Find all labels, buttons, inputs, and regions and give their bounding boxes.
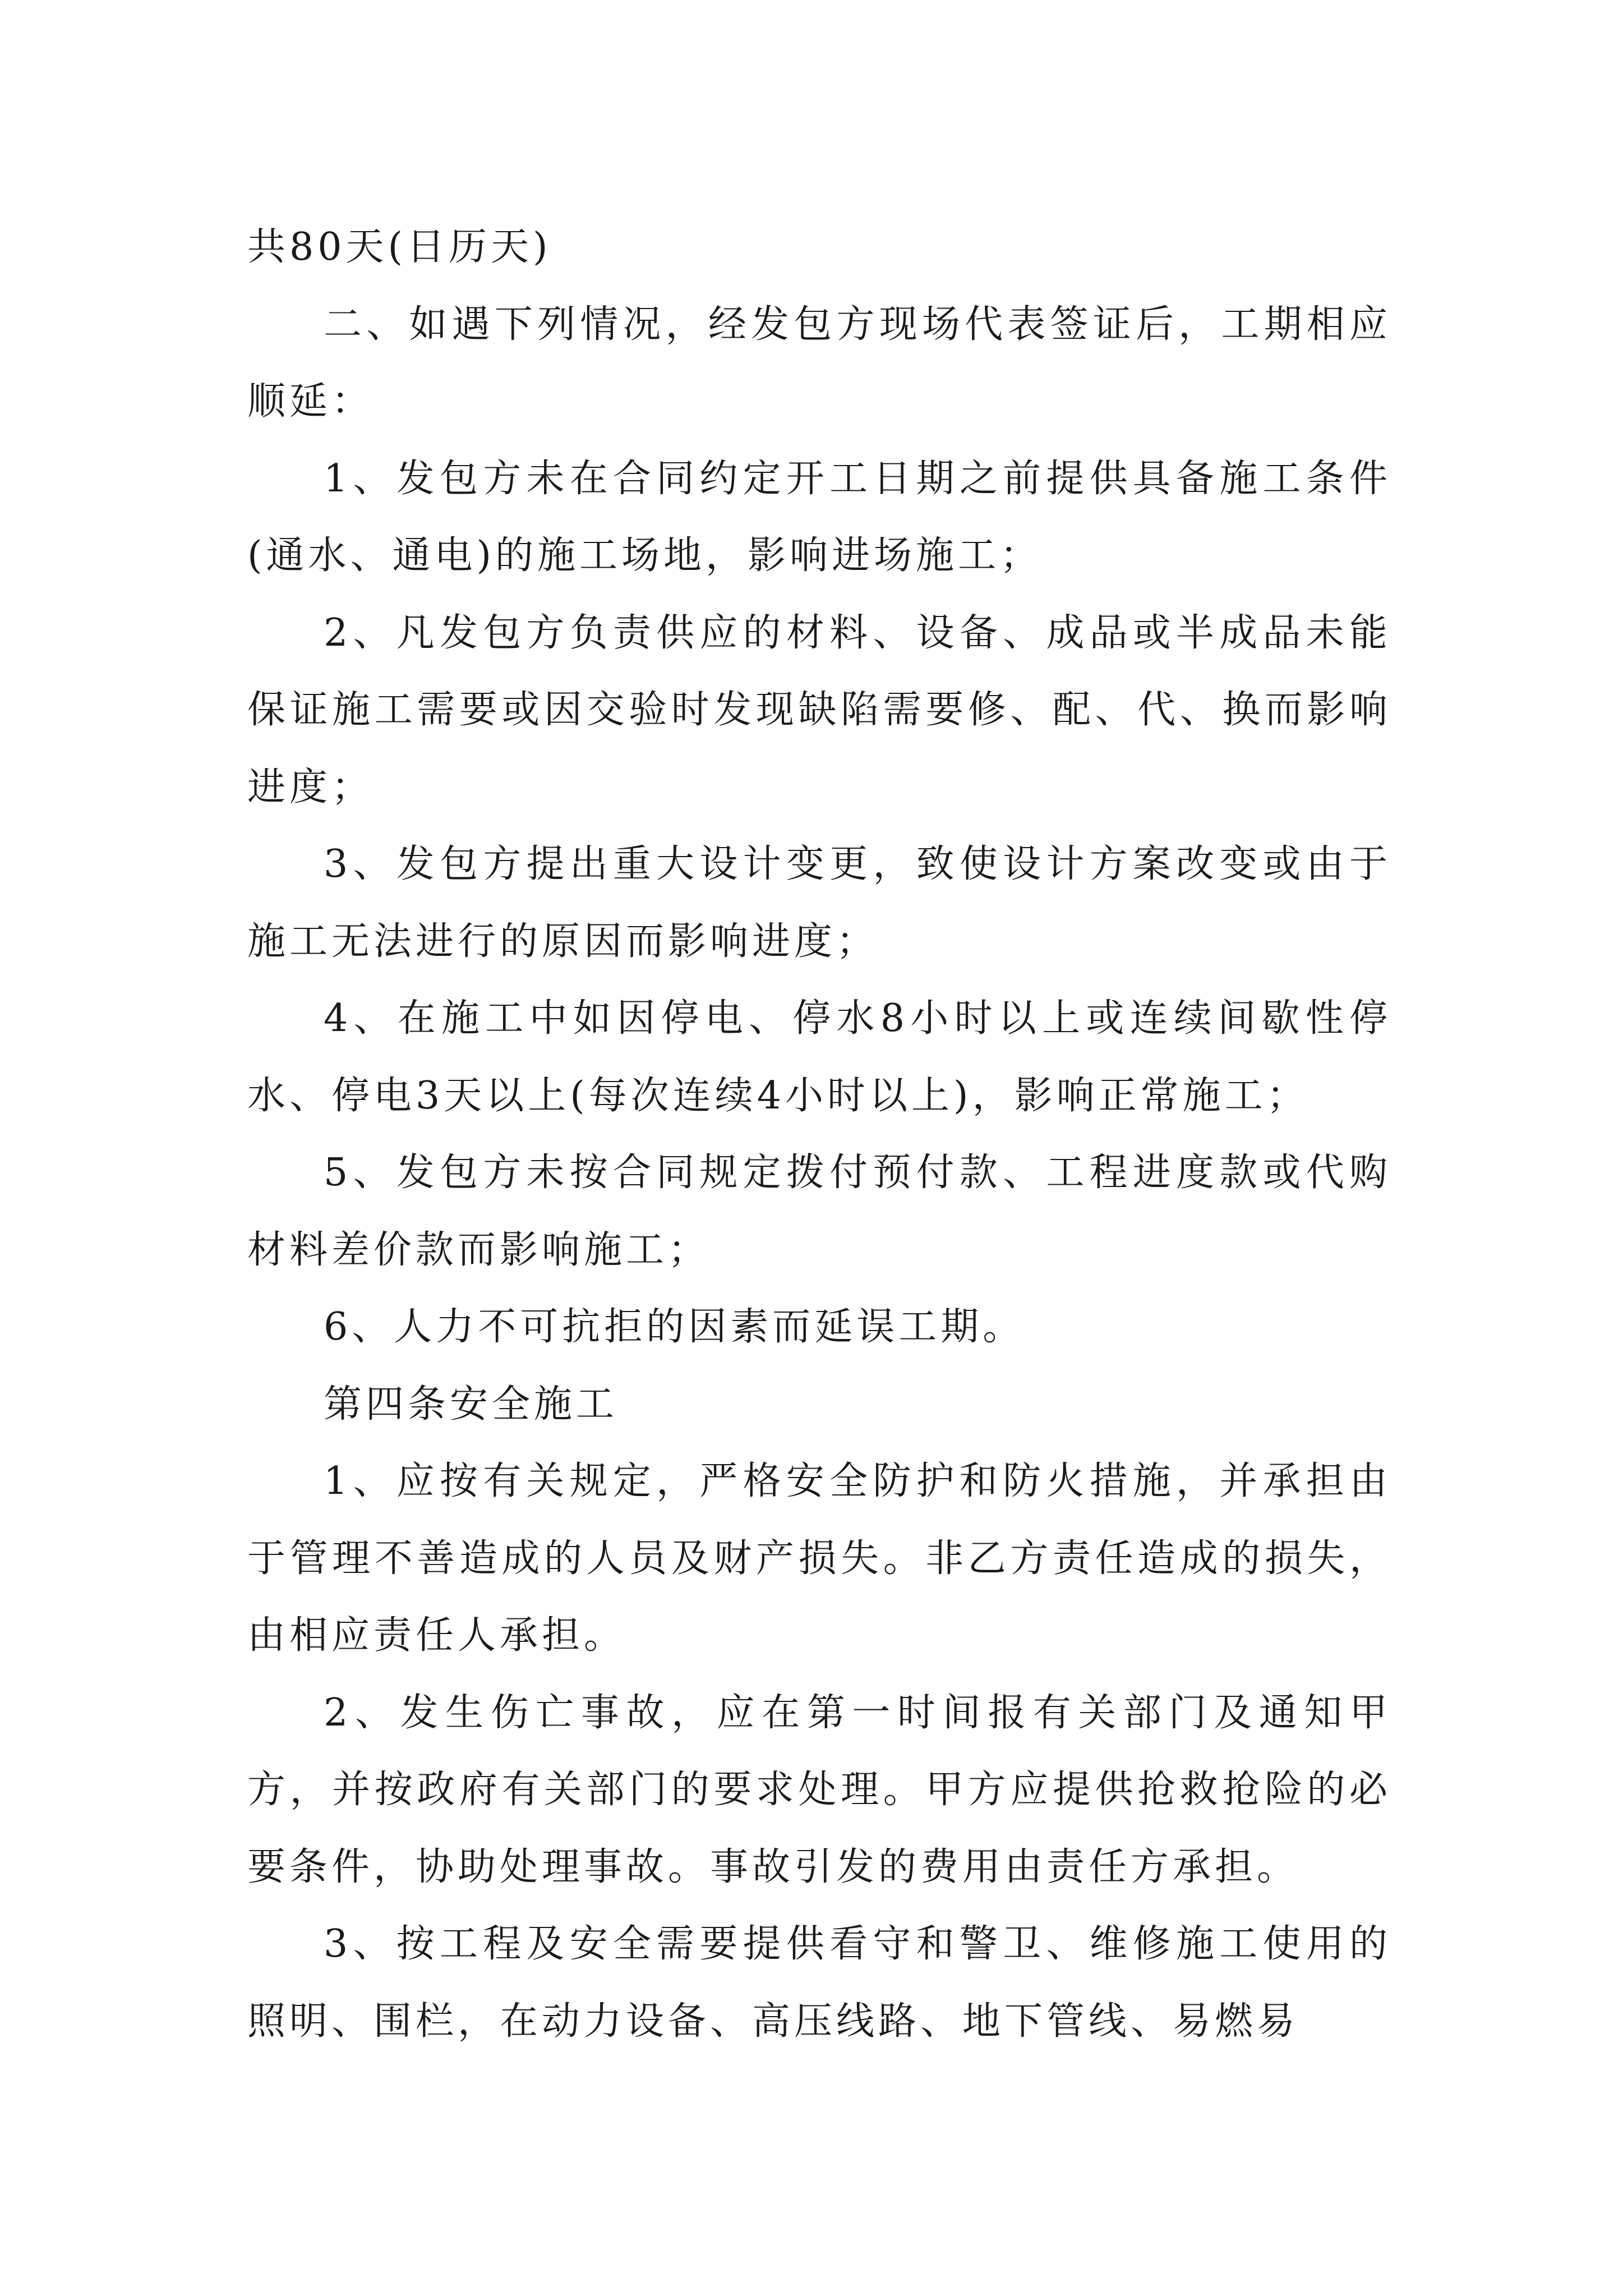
paragraph-item-4: 4、在施工中如因停电、停水8小时以上或连续间歇性停水、停电3天以上(每次连续4小时以上)，影响正常施工；: [247, 996, 1391, 1118]
paragraph-extension-heading: 二、如遇下列情况，经发包方现场代表签证后，工期相应顺延：: [247, 302, 1391, 424]
paragraph-item-6: 6、人力不可抗拒的因素而延误工期。: [324, 1305, 1025, 1349]
document-body: [247, 209, 1391, 2060]
section-heading-article-4: 第四条安全施工: [324, 1382, 619, 1427]
paragraph-item-2: 2、凡发包方负责供应的材料、设备、成品或半成品未能保证施工需要或因交验时发现缺陷需要修、配、代、换而影响进度；: [247, 610, 1391, 809]
paragraph-item-1: 1、发包方未在合同约定开工日期之前提供具备施工条件(通水、通电)的施工场地，影响进场施工；: [247, 456, 1391, 578]
paragraph-safety-1: 1、应按有关规定，严格安全防护和防火措施，并承担由于管理不善造成的人员及财产损失。非乙方责任造成的损失，由相应责任人承担。: [247, 1459, 1391, 1658]
paragraph-safety-3: 3、按工程及安全需要提供看守和警卫、维修施工使用的照明、围栏，在动力设备、高压线路、地下管线、易燃易: [247, 1922, 1391, 2044]
paragraph-duration: 共80天(日历天): [247, 225, 552, 269]
paragraph-safety-2: 2、发生伤亡事故，应在第一时间报有关部门及通知甲方，并按政府有关部门的要求处理。甲方应提供抢救抢险的必要条件，协助处理事故。事故引发的费用由责任方承担。: [247, 1690, 1391, 1889]
paragraph-item-3: 3、发包方提出重大设计变更，致使设计方案改变或由于施工无法进行的原因而影响进度；: [247, 842, 1391, 964]
paragraph-item-5: 5、发包方未按合同规定拨付预付款、工程进度款或代购材料差价款而影响施工；: [247, 1151, 1391, 1272]
